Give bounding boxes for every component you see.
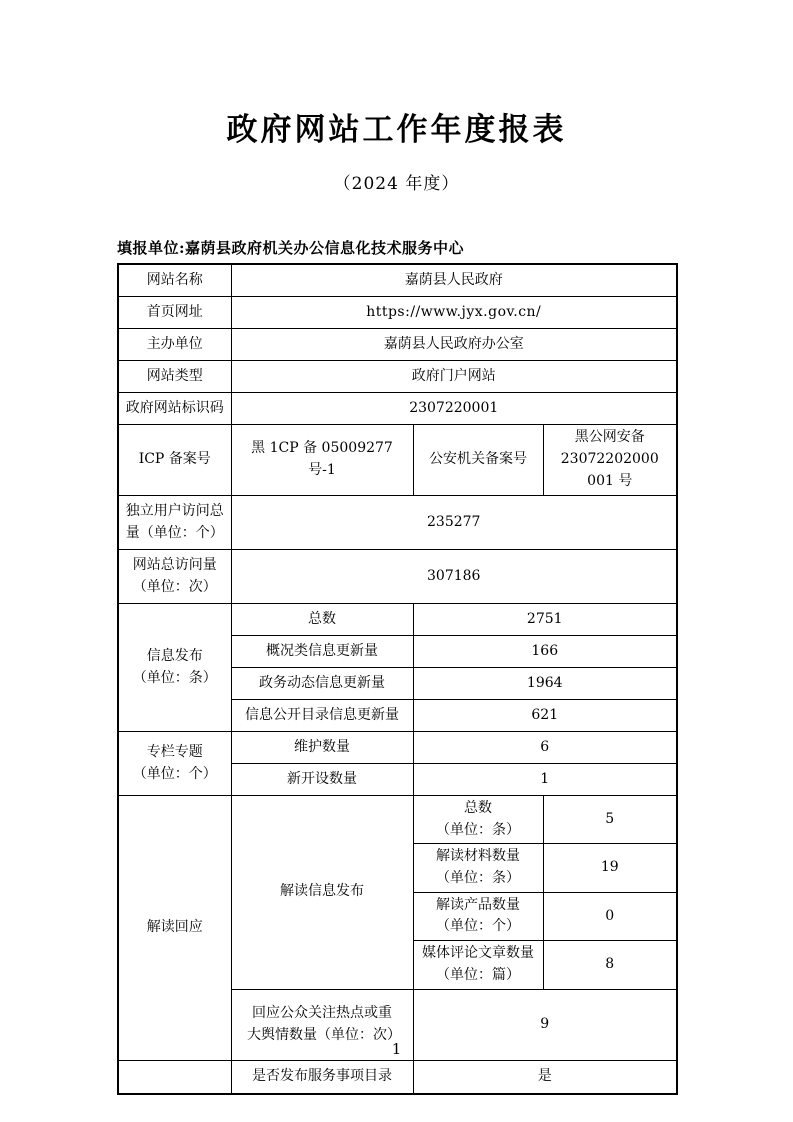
info-catalog-value: 621 — [413, 700, 677, 732]
columns-new-value: 1 — [413, 764, 677, 796]
prepared-by-line — [117, 237, 464, 258]
site-code-value: 2307220001 — [231, 393, 677, 425]
table-row-total-visits — [118, 550, 677, 604]
info-dynamics-value: 1964 — [413, 668, 677, 700]
site-name-value: 嘉荫县人民政府 — [231, 264, 677, 297]
hotspot-label: 回应公众关注热点或重大舆情数量（单位：次） — [231, 989, 413, 1060]
interp-products-label: 解读产品数量 （单位：个） — [413, 892, 543, 940]
interp-total-value: 5 — [543, 796, 677, 844]
interp-products-value: 0 — [543, 892, 677, 940]
info-overview-label: 概况类信息更新量 — [231, 636, 413, 668]
page-number: 1 — [391, 1040, 402, 1058]
info-dynamics-label: 政务动态信息更新量 — [231, 668, 413, 700]
interp-total-label: 总数 （单位：条） — [413, 796, 543, 844]
police-record-label: 公安机关备案号 — [413, 425, 543, 496]
table-row-site-name — [118, 264, 677, 297]
table-row-homepage-url — [118, 297, 677, 329]
table-row-site-type — [118, 361, 677, 393]
hotspot-value: 9 — [413, 989, 677, 1060]
service-catalog-label: 是否发布服务事项目录 — [231, 1060, 413, 1094]
info-total-value: 2751 — [413, 604, 677, 636]
interpretation-publish-label: 解读信息发布 — [231, 796, 413, 990]
info-overview-value: 166 — [413, 636, 677, 668]
table-row-info-total — [118, 604, 677, 636]
report-title: 政府网站工作年度报表 — [226, 112, 567, 148]
organizer-value: 嘉荫县人民政府办公室 — [231, 329, 677, 361]
interp-materials-value: 19 — [543, 844, 677, 892]
info-publish-group-label: 信息发布 （单位：条） — [118, 604, 231, 732]
info-total-label: 总数 — [231, 604, 413, 636]
columns-maintained-value: 6 — [413, 732, 677, 764]
table-row-service-catalog — [118, 1060, 677, 1094]
columns-new-label: 新开设数量 — [231, 764, 413, 796]
site-type-value: 政府门户网站 — [231, 361, 677, 393]
icp-value: 黑 1CP 备 05009277 号-1 — [231, 425, 413, 496]
interp-media-label: 媒体评论文章数量 （单位：篇） — [413, 941, 543, 989]
table-row-interp-total — [118, 796, 677, 844]
prepared-by-label: 填报单位: — [117, 239, 186, 257]
interp-media-value: 8 — [543, 941, 677, 989]
interp-materials-label: 解读材料数量 （单位：条） — [413, 844, 543, 892]
prepared-by-value: 嘉荫县政府机关办公信息化技术服务中心 — [185, 239, 465, 257]
report-table-container — [117, 263, 678, 1095]
homepage-url-value: https://www.jyx.gov.cn/ — [231, 297, 677, 329]
site-name-label: 网站名称 — [118, 264, 231, 297]
table-row-site-code — [118, 393, 677, 425]
table-row-unique-visitors — [118, 496, 677, 550]
report-subtitle: （2024 年度） — [333, 174, 460, 194]
columns-maintained-label: 维护数量 — [231, 732, 413, 764]
table-row-columns-maintained — [118, 732, 677, 764]
police-record-value: 黑公网安备 23072202000001 号 — [543, 425, 677, 496]
service-catalog-value: 是 — [413, 1060, 677, 1094]
total-visits-label: 网站总访问量（单位：次） — [118, 550, 231, 604]
homepage-url-label: 首页网址 — [118, 297, 231, 329]
unique-visitors-label: 独立用户访问总量（单位：个） — [118, 496, 231, 550]
table-row-organizer — [118, 329, 677, 361]
total-visits-value: 307186 — [231, 550, 677, 604]
site-code-label: 政府网站标识码 — [118, 393, 231, 425]
interpretation-group-label: 解读回应 — [118, 796, 231, 1061]
report-table — [117, 263, 678, 1095]
empty-section-cell — [118, 1060, 231, 1094]
icp-label: ICP 备案号 — [118, 425, 231, 496]
table-row-icp — [118, 425, 677, 496]
unique-visitors-value: 235277 — [231, 496, 677, 550]
site-type-label: 网站类型 — [118, 361, 231, 393]
info-catalog-label: 信息公开目录信息更新量 — [231, 700, 413, 732]
organizer-label: 主办单位 — [118, 329, 231, 361]
special-columns-group-label: 专栏专题 （单位：个） — [118, 732, 231, 796]
